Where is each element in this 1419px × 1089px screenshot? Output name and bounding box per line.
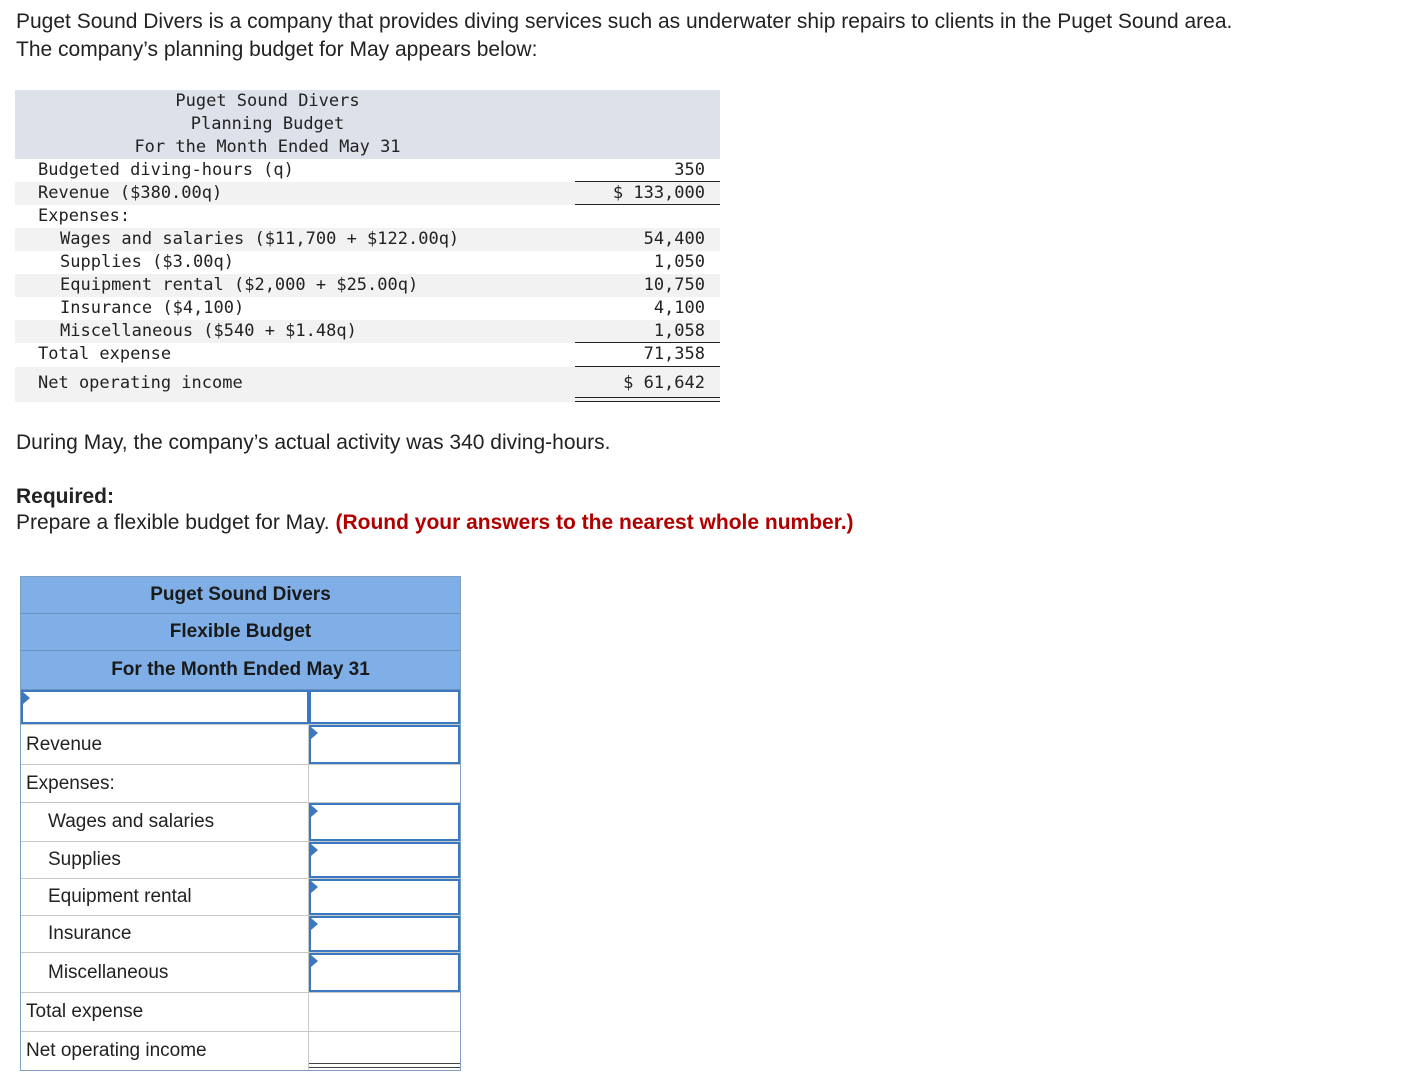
fb-budget-title: Flexible Budget	[21, 614, 460, 651]
input-marker-icon	[311, 844, 318, 856]
fb-misc-cell	[309, 953, 460, 992]
fb-net-label: Net operating income	[21, 1032, 309, 1070]
pb-label: Insurance ($4,100)	[60, 298, 245, 318]
fb-row-insurance	[21, 916, 460, 953]
fb-row-revenue	[21, 725, 460, 765]
pb-value: 1,058	[653, 321, 705, 341]
fb-revenue-cell	[309, 725, 460, 764]
pb-label: Miscellaneous ($540 + $1.48q)	[60, 321, 357, 341]
dropdown-marker-icon	[23, 692, 30, 704]
fb-activity-label-cell	[21, 690, 309, 724]
required-text: Prepare a flexible budget for May.	[16, 511, 330, 534]
intro-text	[16, 8, 1406, 64]
planning-budget-period: For the Month Ended May 31	[134, 137, 401, 157]
required-heading: Required:	[16, 485, 115, 508]
pb-label: Revenue ($380.00q)	[38, 183, 223, 203]
pb-row-expenses	[15, 205, 720, 228]
input-marker-icon	[311, 881, 318, 893]
fb-activity-value-cell	[309, 690, 460, 724]
net-double-underline	[309, 1063, 460, 1068]
fb-misc-label: Miscellaneous	[21, 953, 309, 992]
actual-activity-text: During May, the company’s actual activity was 340 diving-hours.	[16, 431, 611, 454]
pb-value: $ 61,642	[623, 373, 705, 393]
flexible-budget-form	[20, 576, 461, 1071]
fb-equipment-input[interactable]	[309, 879, 460, 915]
fb-equipment-label: Equipment rental	[21, 879, 309, 915]
fb-insurance-cell	[309, 916, 460, 952]
fb-row-equipment	[21, 879, 460, 916]
pb-row-wages	[15, 228, 720, 251]
intro-line-2: The company’s planning budget for May appears below:	[16, 38, 538, 61]
fb-expenses-empty-cell	[309, 765, 460, 802]
fb-total-cell	[309, 993, 460, 1031]
pb-label: Expenses:	[38, 206, 131, 226]
fb-row-activity	[21, 690, 460, 725]
fb-row-supplies	[21, 842, 460, 879]
fb-insurance-input[interactable]	[309, 916, 460, 952]
fb-total-label: Total expense	[21, 993, 309, 1031]
fb-net-cell	[309, 1032, 460, 1070]
pb-label: Net operating income	[38, 373, 243, 393]
pb-value: 4,100	[653, 298, 705, 318]
fb-revenue-input[interactable]	[309, 725, 460, 764]
pb-row-misc	[15, 320, 720, 343]
fb-company-title: Puget Sound Divers	[21, 577, 460, 614]
pb-label: Equipment rental ($2,000 + $25.00q)	[60, 275, 419, 295]
fb-row-misc	[21, 953, 460, 993]
pb-double-underline	[575, 397, 720, 402]
planning-budget-table	[15, 90, 720, 402]
fb-supplies-cell	[309, 842, 460, 878]
fb-wages-label: Wages and salaries	[21, 803, 309, 841]
fb-supplies-label: Supplies	[21, 842, 309, 878]
pb-value: 10,750	[643, 275, 705, 295]
input-marker-icon	[311, 727, 318, 739]
planning-budget-title: Planning Budget	[190, 114, 345, 134]
pb-value: $ 133,000	[612, 183, 705, 203]
fb-row-total-expense	[21, 993, 460, 1032]
fb-row-wages	[21, 803, 460, 842]
fb-wages-input[interactable]	[309, 803, 460, 841]
pb-value: 350	[674, 160, 705, 180]
pb-row-equipment	[15, 274, 720, 297]
pb-label: Wages and salaries ($11,700 + $122.00q)	[60, 229, 460, 249]
fb-insurance-label: Insurance	[21, 916, 309, 952]
fb-misc-input[interactable]	[309, 953, 460, 992]
pb-value: 71,358	[643, 344, 705, 364]
fb-supplies-input[interactable]	[309, 842, 460, 878]
pb-label: Budgeted diving-hours (q)	[38, 160, 294, 180]
input-marker-icon	[311, 805, 318, 817]
pb-label: Total expense	[38, 344, 172, 364]
rounding-note: (Round your answers to the nearest whole number.)	[335, 511, 854, 534]
input-marker-icon	[311, 955, 318, 967]
input-marker-icon	[311, 918, 318, 930]
pb-row-supplies	[15, 251, 720, 274]
fb-activity-label-input[interactable]	[21, 690, 309, 724]
pb-value: 1,050	[653, 252, 705, 272]
pb-row-insurance	[15, 297, 720, 320]
pb-value: 54,400	[643, 229, 705, 249]
fb-activity-value-input[interactable]	[309, 690, 460, 724]
fb-equipment-cell	[309, 879, 460, 915]
fb-row-expenses	[21, 765, 460, 803]
pb-row-total-expense	[15, 343, 720, 367]
fb-wages-cell	[309, 803, 460, 841]
pb-label: Supplies ($3.00q)	[60, 252, 234, 272]
planning-budget-company: Puget Sound Divers	[175, 91, 360, 111]
fb-row-net-income	[21, 1032, 460, 1070]
pb-row-diving-hours	[15, 159, 720, 182]
required-instruction	[16, 510, 854, 536]
pb-row-revenue	[15, 182, 720, 205]
fb-expenses-label: Expenses:	[21, 765, 309, 802]
pb-row-net-income	[15, 367, 720, 402]
intro-line-1: Puget Sound Divers is a company that provides diving services such as underwater ship repairs to clients in the Puget Sound area.	[16, 10, 1233, 33]
required-section	[16, 484, 854, 536]
fb-revenue-label: Revenue	[21, 725, 309, 764]
planning-budget-header	[15, 90, 720, 159]
fb-period-title: For the Month Ended May 31	[21, 651, 460, 690]
